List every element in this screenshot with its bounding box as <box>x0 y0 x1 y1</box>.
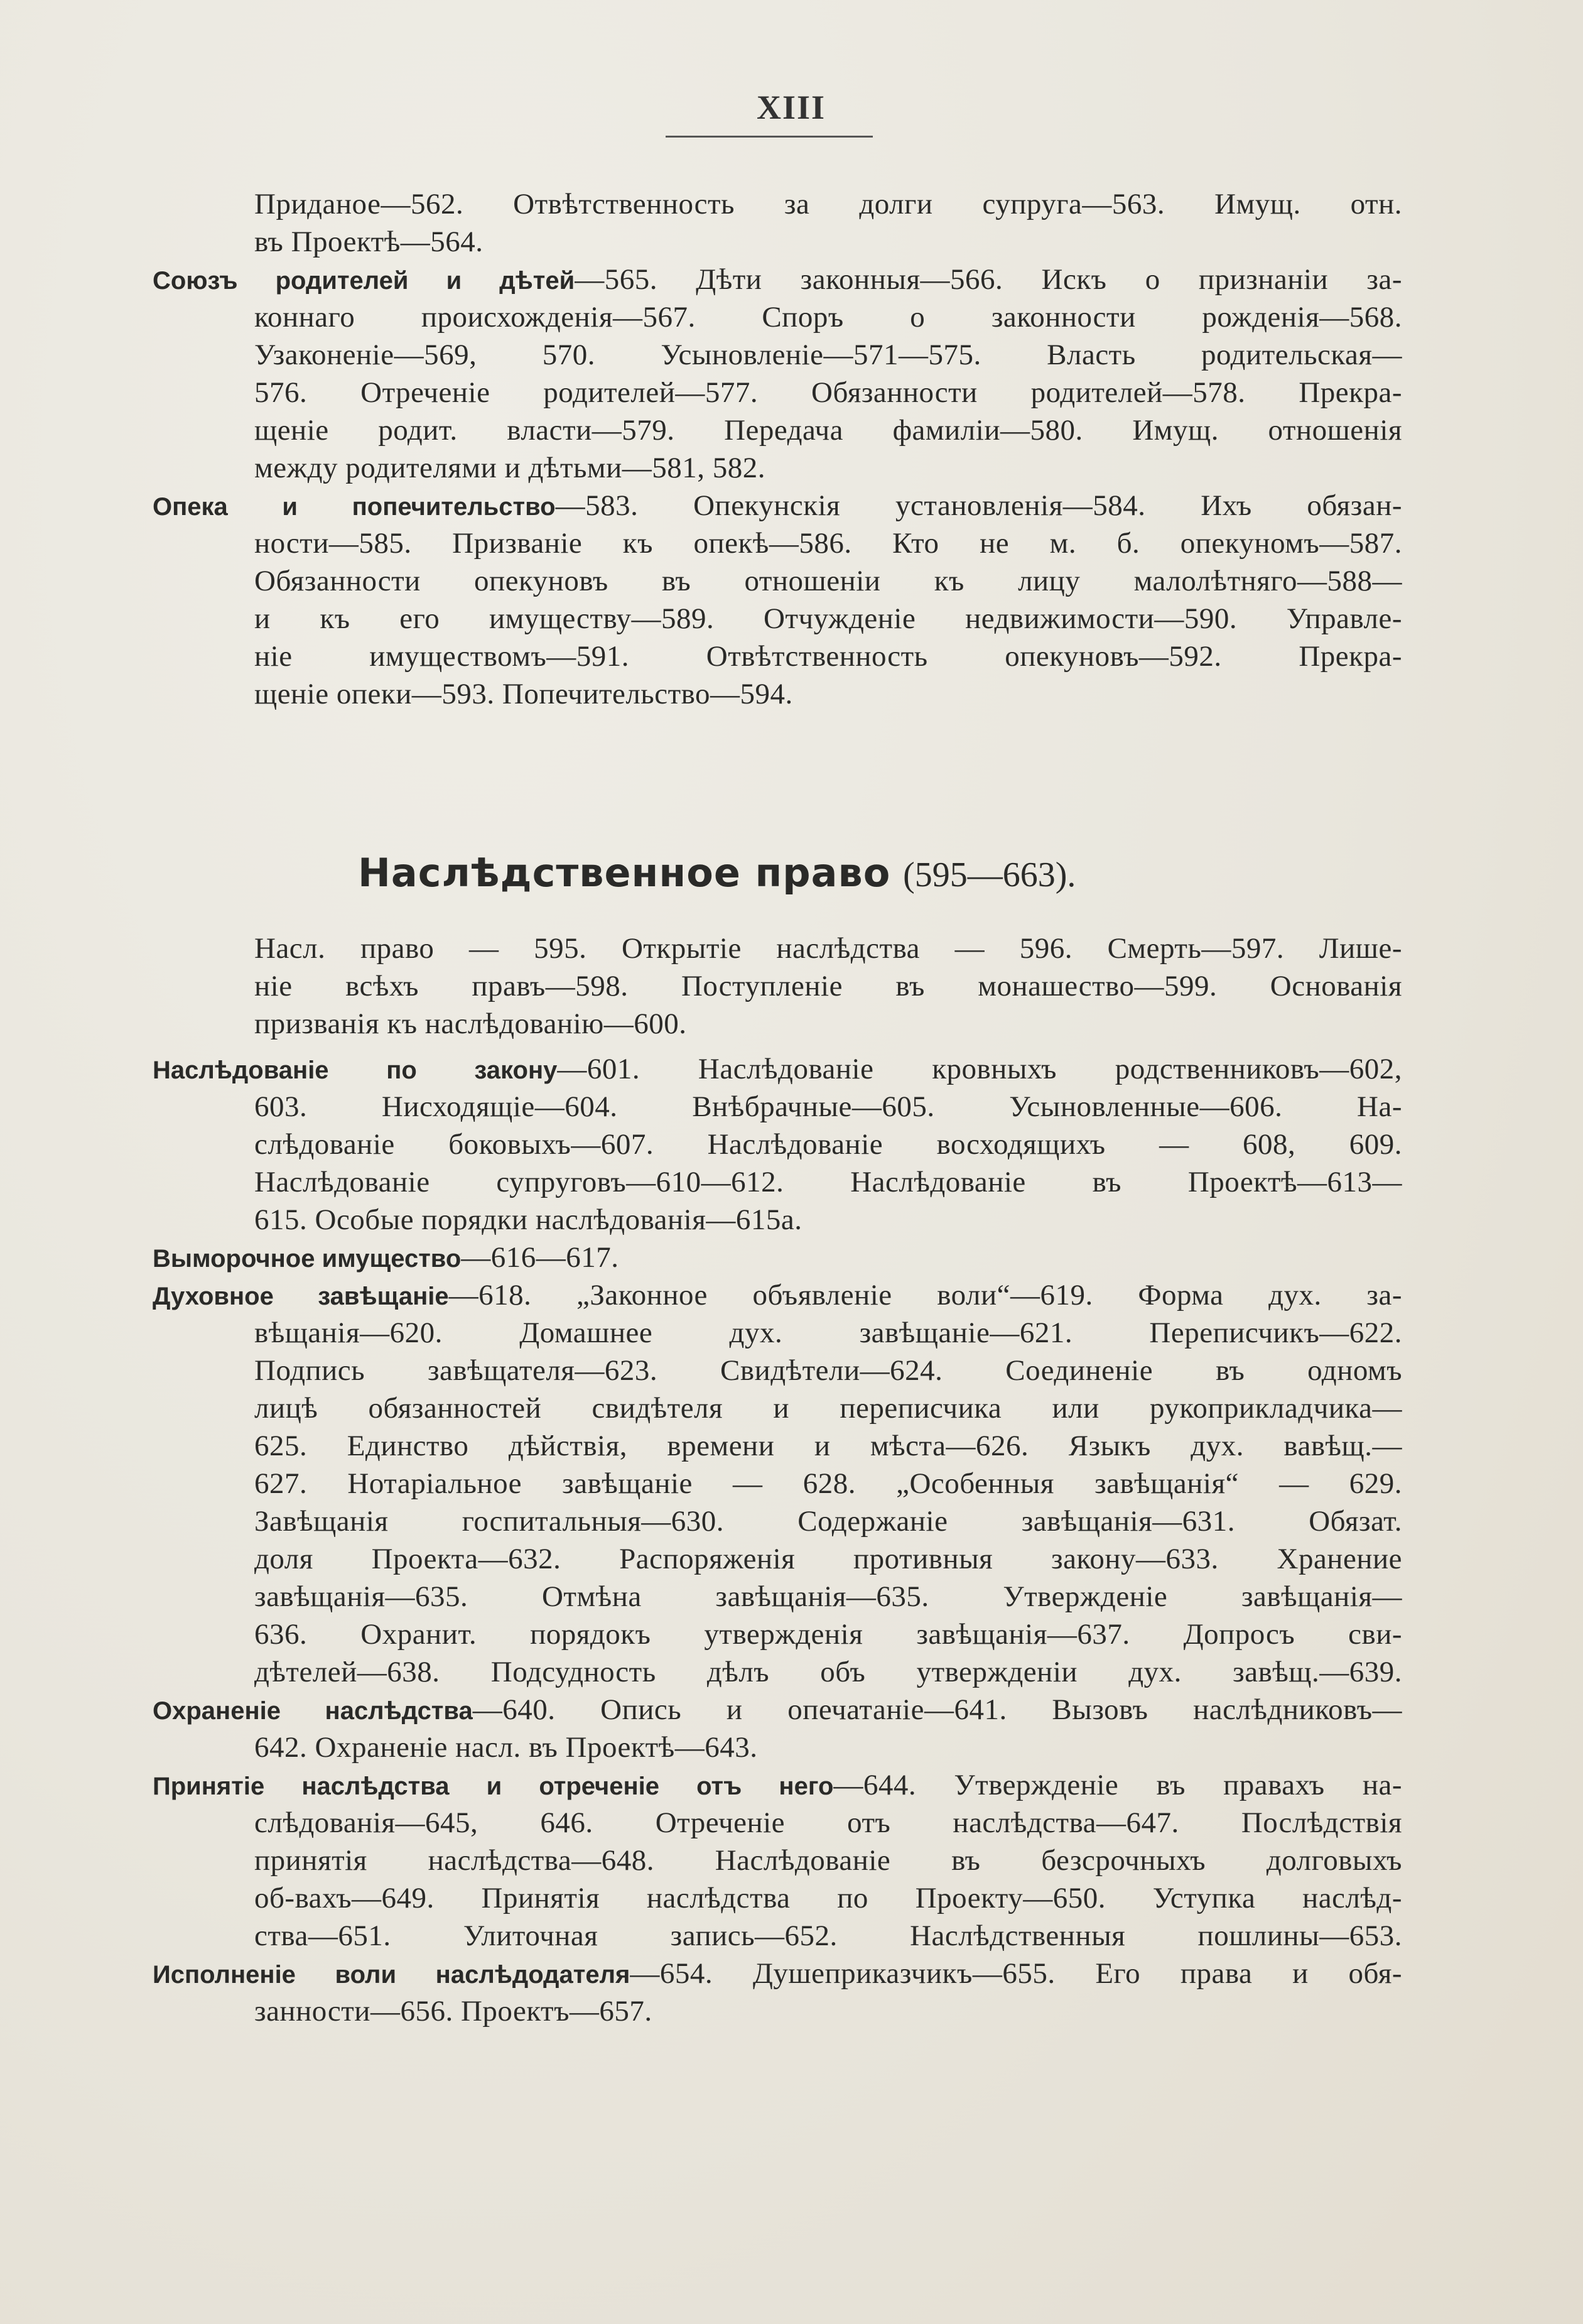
text-line: дѣтелей—638. Подсудность дѣлъ объ утвержденiи дух. завѣщ.—639. <box>254 1656 1402 1688</box>
text-line: въ Проектѣ—564. <box>254 225 484 258</box>
text-line: Узаконенiе—569, 570. Усыновленiе—571—575. Власть родительская— <box>254 339 1402 371</box>
entry-line <box>153 1955 1402 1992</box>
text-line: 636. Охранит. порядокъ утвержденiя завѣщанiя—637. Допросъ сви- <box>254 1618 1402 1651</box>
text-line: Наслѣдованiе супруговъ—610—612. Наслѣдованiе въ Проектѣ—613— <box>254 1166 1402 1198</box>
text-line: Приданое—562. Отвѣтственность за долги супруга—563. Имущ. отн. <box>254 188 1402 220</box>
text-line: вѣщанiя—620. Домашнее дух. завѣщанiе—621. Переписчикъ—622. <box>254 1317 1402 1349</box>
text-line: слѣдованiя—645, 646. Отреченiе отъ наслѣдства—647. Послѣдствiя <box>254 1806 1402 1839</box>
entry-text: —618. „Законное объявленiе воли“—619. Форма дух. за- <box>448 1279 1402 1311</box>
text-line: 627. Нотарiальное завѣщанiе — 628. „Особенныя завѣщанiя“ — 629. <box>254 1467 1402 1500</box>
text-line: 603. Нисходящiе—604. Внѣбрачные—605. Усыновленные—606. На- <box>254 1090 1402 1123</box>
text-line: ности—585. Призванiе къ опекѣ—586. Кто не м. б. опекуномъ—587. <box>254 527 1402 560</box>
inheritance-entries-block <box>153 1050 1402 2030</box>
text-line: принятiя наслѣдства—648. Наслѣдованiе въ безсрочныхъ долговыхъ <box>254 1844 1402 1877</box>
text-line: ства—651. Улиточная запись—652. Наслѣдственныя пошлины—653. <box>254 1919 1402 1952</box>
entry-text: —644. Утвержденiе въ правахъ на- <box>833 1769 1402 1801</box>
text-line: призванiя къ наслѣдованiю—600. <box>254 1007 687 1040</box>
entry-head: Наслѣдованiе по закону <box>153 1056 558 1084</box>
entry-head: Опека и попечительство <box>153 493 556 521</box>
text-line: Завѣщанiя госпитальныя—630. Содержанiе завѣщанiя—631. Обязат. <box>254 1505 1402 1538</box>
section-heading <box>358 845 1237 901</box>
text-line: Обязанности опекуновъ въ отношенiи къ лицу малолѣтняго—588— <box>254 565 1402 597</box>
text-line: лицѣ обязанностей свидѣтеля и переписчика или рукоприкладчика— <box>254 1392 1402 1425</box>
section-title: Наслѣдственное право <box>358 850 891 896</box>
text-line: и къ его имуществу—589. Отчужденiе недвижимости—590. Управле- <box>254 602 1402 635</box>
text-line: нiе имуществомъ—591. Отвѣтственность опекуновъ—592. Прекра- <box>254 640 1402 673</box>
text-line: доля Проекта—632. Распоряженiя противныя закону—633. Хранение <box>254 1543 1402 1575</box>
entry-line <box>153 1276 1402 1314</box>
text-line: завѣщанiя—635. Отмѣна завѣщанiя—635. Утвержденiе завѣщанiя— <box>254 1580 1402 1613</box>
header-rule <box>666 136 873 138</box>
text-line: 625. Единство дѣйствiя, времени и мѣста—626. Языкъ дух. вавѣщ.— <box>254 1430 1402 1462</box>
entry-line <box>153 487 1402 524</box>
section-range: (595—663). <box>903 855 1076 894</box>
entry-head: Духовное завѣщанiе <box>153 1283 449 1310</box>
entry-head: Выморочное имущество <box>153 1245 462 1273</box>
text-line: Подпись завѣщателя—623. Свидѣтели—624. Соединенiе въ одномъ <box>254 1354 1402 1387</box>
entry-line <box>153 261 1402 298</box>
entry-text: —565. Дѣти законныя—566. Искъ о признанiи за- <box>575 263 1402 296</box>
text-line: 642. Охраненiе насл. въ Проектѣ—643. <box>254 1731 758 1764</box>
entry-line <box>153 1691 1402 1729</box>
entry-text: —640. Опись и опечатанiе—641. Вызовъ наслѣдниковъ— <box>472 1693 1402 1726</box>
entry-head: Охраненiе наслѣдства <box>153 1697 473 1725</box>
text-line: щенiе родит. власти—579. Передача фамилiи—580. Имущ. отношенiя <box>254 414 1402 447</box>
text-line: 615. Особые порядки наслѣдованiя—615а. <box>254 1203 802 1236</box>
entry-text: —616—617. <box>461 1241 619 1274</box>
text-line: щенiе опеки—593. Попечительство—594. <box>254 678 793 710</box>
entry-line <box>153 1050 1402 1088</box>
entry-line <box>153 1239 1402 1276</box>
text-line: нiе всѣхъ правъ—598. Поступленiе въ монашество—599. Основанiя <box>254 970 1402 1002</box>
family-law-block <box>153 185 1402 713</box>
text-line: между родителями и дѣтьми—581, 582. <box>254 452 766 484</box>
text-line: слѣдованiе боковыхъ—607. Наслѣдованiе восходящихъ — 608, 609. <box>254 1128 1402 1161</box>
entry-head: Союзъ родителей и дѣтей <box>153 267 575 295</box>
text-line: коннаго происхожденiя—567. Споръ о законности рожденiя—568. <box>254 301 1402 334</box>
entry-text: —601. Наслѣдованiе кровныхъ родственниковъ—602, <box>557 1053 1402 1085</box>
entry-head: Исполненiе воли наслѣдодателя <box>153 1961 630 1989</box>
text-line: 576. Отреченiе родителей—577. Обязанности родителей—578. Прекра- <box>254 376 1402 409</box>
text-line: об-вахъ—649. Принятiя наслѣдства по Проекту—650. Уступка наслѣд- <box>254 1882 1402 1914</box>
entry-line <box>153 1766 1402 1804</box>
entry-head: Принятiе наслѣдства и отреченiе отъ него <box>153 1773 834 1800</box>
text-line: Насл. право — 595. Открытiе наслѣдства — 596. Смерть—597. Лише- <box>254 932 1402 965</box>
text-line: занности—656. Проектъ—657. <box>254 1995 652 2028</box>
inheritance-intro-block <box>153 930 1402 1043</box>
page-number: XIII <box>756 89 826 126</box>
entry-text: —654. Душеприказчикъ—655. Его права и обя- <box>630 1957 1402 1990</box>
entry-text: —583. Опекунскiя установленiя—584. Ихъ обязан- <box>555 489 1402 522</box>
